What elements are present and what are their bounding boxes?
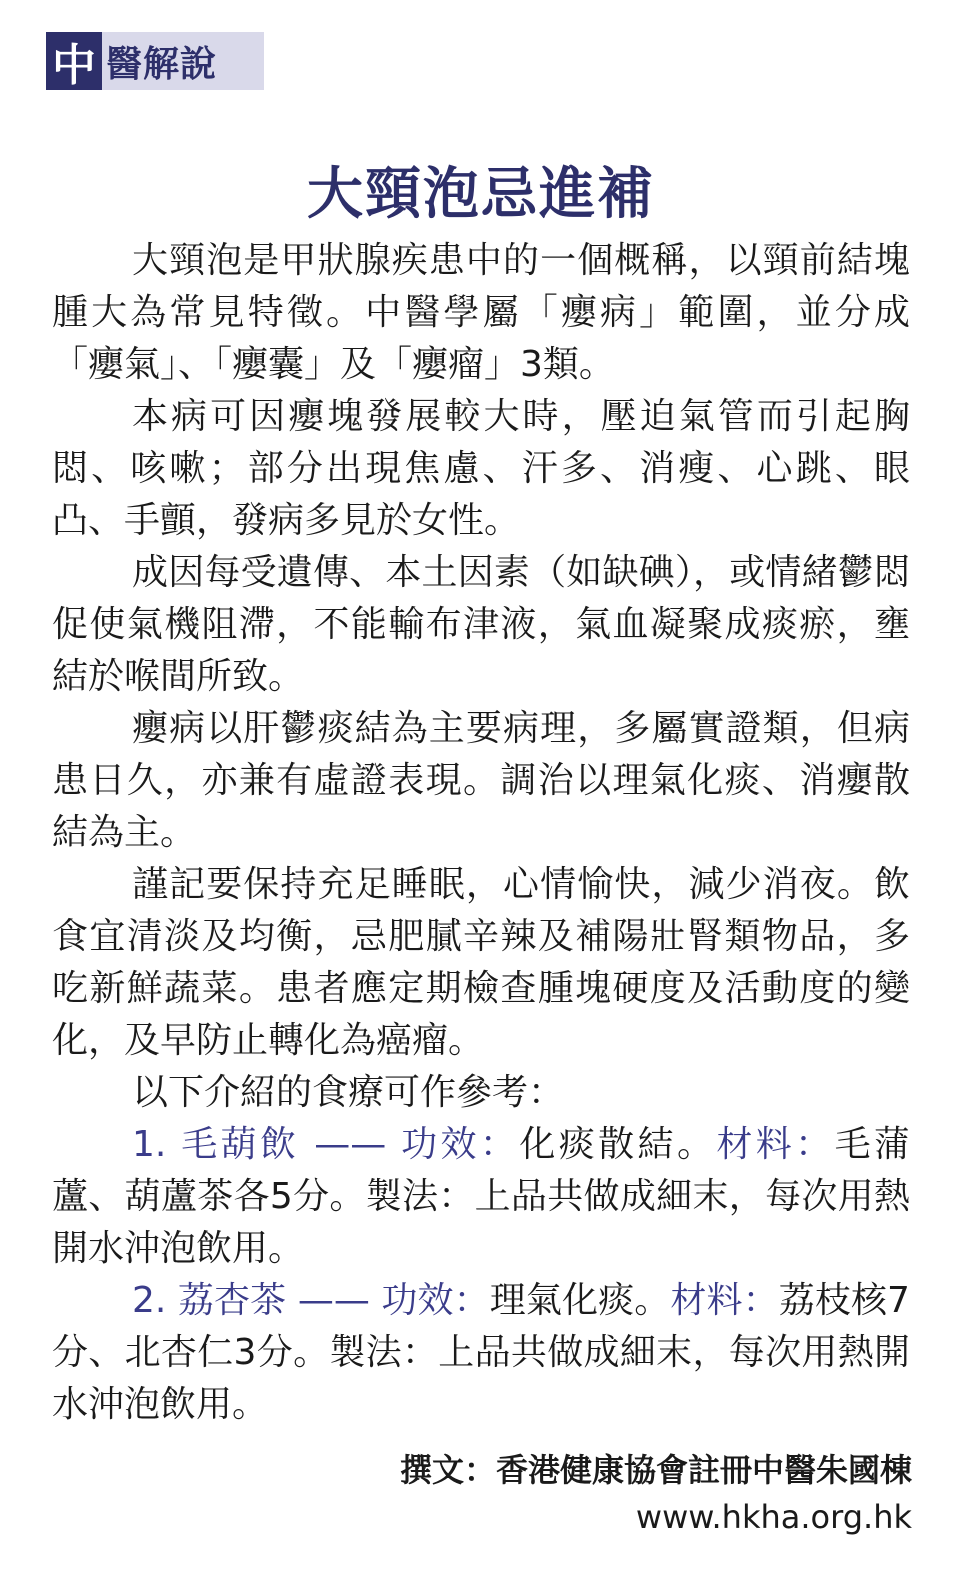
paragraph-5: 謹記要保持充足睡眠，心情愉快，減少消夜。飲食宜清淡及均衡，忌肥膩辛辣及補陽壯腎類物品，多吃新鮮蔬菜。患者應定期檢查腫塊硬度及活動度的變化，及早防止轉化為癌瘤。 — [52, 864, 910, 1061]
recipe-2-name: 2. 荔杏茶 —— — [132, 1280, 382, 1321]
recipe-2-effect: 理氣化痰。 — [489, 1280, 671, 1321]
recipe-1-materials: 毛蒲蘆、葫蘆茶各5分。製法：上品共做成細末，每次用熱開水沖泡飲用。 — [52, 1124, 910, 1269]
recipe-1-effect: 化痰散結。 — [519, 1124, 717, 1165]
recipe-1-materials-label: 材料： — [716, 1124, 835, 1165]
recipe-2-materials: 荔枝核7分、北杏仁3分。製法：上品共做成細末，每次用熱開水沖泡飲用。 — [52, 1280, 910, 1425]
column-badge: 中 — [46, 32, 102, 90]
article-title: 大頸泡忌進補 — [307, 162, 655, 227]
recipe-1-name: 1. 毛葫飲 —— — [132, 1124, 402, 1165]
recipe-2 — [52, 1275, 910, 1431]
paragraph-4: 癭病以肝鬱痰結為主要病理，多屬實證類，但病患日久，亦兼有虛證表現。調治以理氣化痰、消癭散結為主。 — [52, 708, 910, 853]
recipe-1-effect-label: 功效： — [401, 1124, 520, 1165]
recipe-2-materials-label: 材料： — [670, 1280, 779, 1321]
column-label: 醫解說 — [106, 43, 218, 85]
paragraph-6: 以下介紹的食療可作參考： — [132, 1072, 565, 1113]
paragraph-2: 本病可因癭塊發展較大時，壓迫氣管而引起胸悶、咳嗽；部分出現焦慮、汗多、消瘦、心跳、眼凸、手顫，發病多見於女性。 — [52, 396, 910, 541]
paragraph-1: 大頸泡是甲狀腺疾患中的一個概稱，以頸前結塊腫大為常見特徵。中醫學屬「癭病」範圍，並分成「癭氣」、「癭囊」及「癭瘤」3類。 — [52, 240, 910, 385]
column-header — [46, 32, 264, 90]
paragraph-3: 成因每受遺傳、本土因素（如缺碘），或情緒鬱悶促使氣機阻滯，不能輸布津液，氣血凝聚成痰瘀，壅結於喉間所致。 — [52, 552, 910, 697]
article-body — [52, 235, 910, 1431]
recipe-2-effect-label: 功效： — [381, 1280, 490, 1321]
website-url: www.hkha.org.hk — [635, 1498, 912, 1536]
author-byline: 撰文：香港健康協會註冊中醫朱國棟 — [399, 1451, 912, 1489]
recipe-1 — [52, 1119, 910, 1275]
